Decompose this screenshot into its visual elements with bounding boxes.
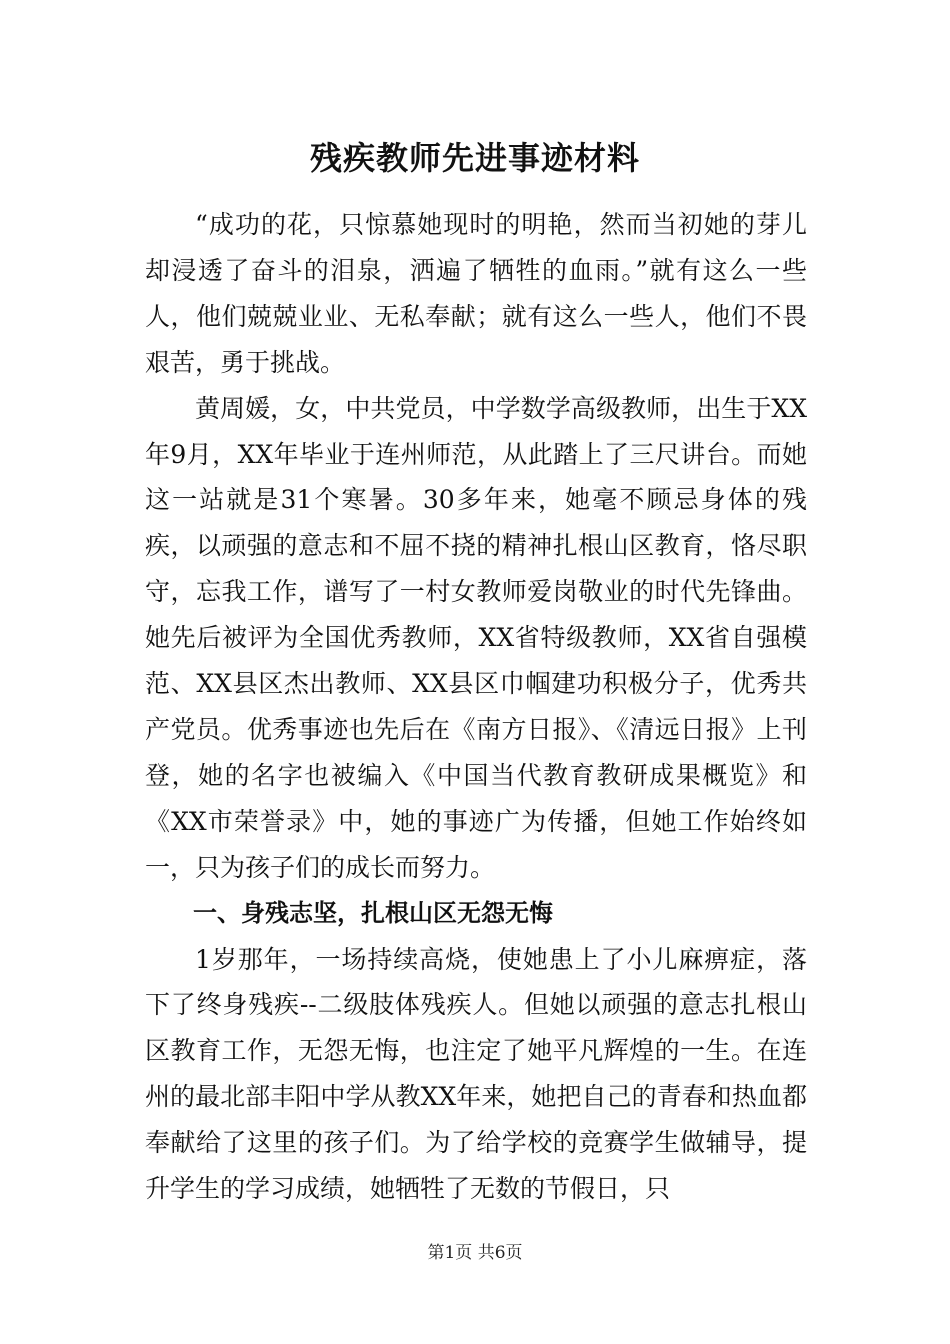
document-body bbox=[145, 202, 807, 1212]
section-heading: 一、身残志坚，扎根山区无怨无悔 bbox=[193, 898, 553, 927]
paragraph-biography: 黄周媛，女，中共党员，中学数学高级教师，出生于XX年9月，XX年毕业于连州师范，从此踏上了三尺讲台。而她这一站就是31个寒暑。30多年来，她毫不顾忌身体的残疾，以顽强的意志和不屈不挠的精神扎根山区教育，恪尽职守，忘我工作，谱写了一村女教师爱岗敬业的时代先锋曲。她先后被评为全国优秀教师，XX省特级教师，XX省自强模范、XX县区杰出教师、XX县区巾帼建功积极分子，优秀共产党员。优秀事迹也先后在《南方日报》、《清远日报》上刊登，她的名字也被编入《中国当代教育教研成果概览》和《XX市荣誉录》中，她的事迹广为传播，但她工作始终如一，只为孩子们的成长而努力。 bbox=[145, 393, 807, 882]
paragraph-section-one: 1岁那年，一场持续高烧，使她患上了小儿麻痹症，落下了终身残疾--二级肢体残疾人。但她以顽强的意志扎根山区教育工作，无怨无悔，也注定了她平凡辉煌的一生。在连州的最北部丰阳中学从教XX年来，她把自己的青春和热血都奉献给了这里的孩子们。为了给学校的竞赛学生做辅导，提升学生的学习成绩，她牺牲了无数的节假日，只 bbox=[145, 944, 807, 1204]
document-title: 残疾教师先进事迹材料 bbox=[309, 139, 640, 177]
paragraph-intro: “成功的花，只惊慕她现时的明艳，然而当初她的芽儿却浸透了奋斗的泪泉，洒遍了牺牲的血雨。”就有这么一些人，他们兢兢业业、无私奉献；就有这么一些人，他们不畏艰苦，勇于挑战。 bbox=[145, 210, 807, 377]
page-footer: 第1页 共6页 bbox=[427, 1243, 523, 1263]
